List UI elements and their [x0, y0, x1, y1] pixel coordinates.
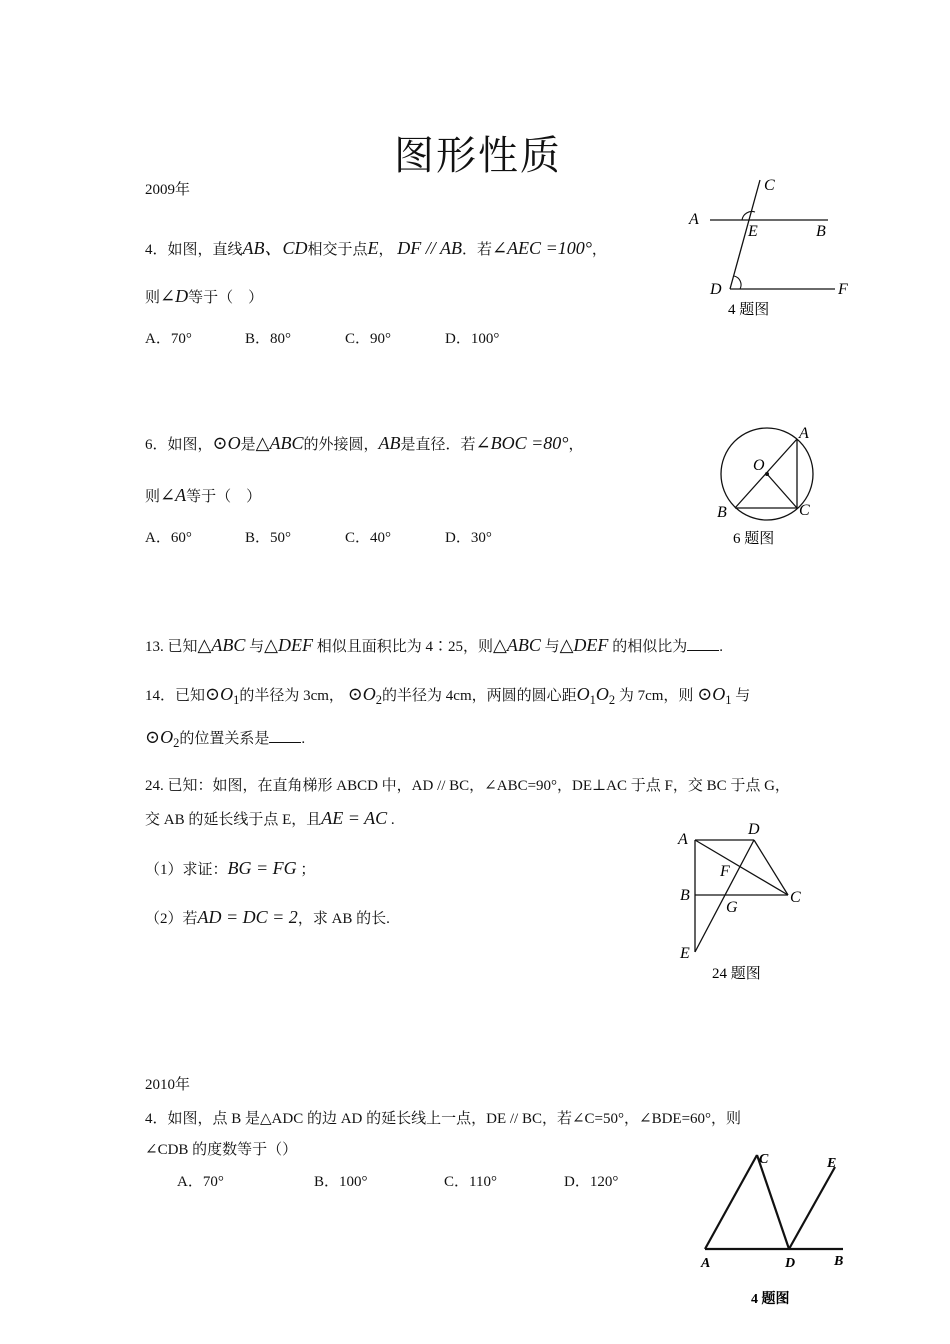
- fig2010-label-a: A: [701, 1256, 711, 1271]
- option-a: A．70°: [145, 331, 192, 347]
- figure-q4-2010: [695, 1145, 855, 1315]
- figure-q4-2009: [680, 172, 860, 322]
- fig24-label-f: F: [720, 863, 730, 880]
- fig4-label-a: A: [689, 211, 699, 228]
- question-6-2009-options: [145, 526, 545, 547]
- option-c: C．110°: [444, 1174, 497, 1190]
- option-a: A．70°: [177, 1174, 224, 1190]
- option-b: B．50°: [245, 530, 292, 546]
- fig2010-label-e: E: [827, 1156, 837, 1171]
- fig4-label-c: C: [764, 177, 775, 194]
- year-2009-heading: 2009年: [145, 182, 191, 198]
- fig4-label-e: E: [748, 223, 758, 240]
- fig6-label-a: A: [799, 425, 809, 442]
- fig24-caption: 24 题图: [712, 966, 761, 982]
- year-2010-heading: 2010年: [145, 1077, 191, 1093]
- fig2010-label-c: C: [759, 1152, 769, 1167]
- question-13-2009: 13. 已知△ABC 与△DEF 相似且面积比为 4∶25，则△ABC 与△DEF 的相似比为 .: [145, 635, 723, 655]
- answer-blank: [269, 728, 301, 743]
- fig24-label-b: B: [680, 887, 690, 904]
- fig6-label-o: O: [753, 457, 765, 474]
- figure-q6-2009: [705, 420, 835, 555]
- fig2010-label-b: B: [834, 1254, 844, 1269]
- question-4-2009-line2: 则∠D等于（ ）: [145, 286, 264, 306]
- option-b: B．100°: [314, 1174, 368, 1190]
- option-c: C．40°: [345, 530, 392, 546]
- fig24-label-a: A: [678, 831, 688, 848]
- option-d: D．30°: [445, 530, 492, 546]
- option-b: B．80°: [245, 331, 292, 347]
- option-d: D．120°: [564, 1174, 619, 1190]
- question-24-2009-line2: 交 AB 的延长线于点 E，且AE = AC .: [145, 808, 395, 828]
- answer-blank: [687, 636, 719, 651]
- page-title: 图形性质: [394, 133, 562, 178]
- question-4-2010-options: [177, 1170, 694, 1191]
- question-4-2009-line1: 4．如图，直线AB、CD相交于点E， DF // AB．若∠AEC =100°，: [145, 238, 607, 258]
- question-4-2010-line2: ∠CDB 的度数等于（）: [145, 1142, 298, 1158]
- fig4-label-d: D: [710, 281, 722, 298]
- fig24-label-g: G: [726, 899, 738, 916]
- option-d: D．100°: [445, 331, 500, 347]
- fig6-caption: 6 题图: [733, 531, 775, 547]
- question-24-2009-part2: （2）若AD = DC = 2，求 AB 的长.: [145, 907, 390, 927]
- question-6-2009-line1: 6．如图，⊙O是△ABC的外接圆，AB是直径．若∠BOC =80°，: [145, 433, 584, 453]
- question-24-2009-part1: （1）求证：BG = FG ；: [145, 858, 316, 878]
- fig2010-label-d: D: [785, 1256, 796, 1271]
- option-c: C．90°: [345, 331, 392, 347]
- question-4-2009-options: [145, 327, 545, 348]
- option-a: A．60°: [145, 530, 192, 546]
- fig24-label-c: C: [790, 889, 801, 906]
- question-14-2009-line1: 14．已知$⊙O_1$的半径为 3cm， $⊙O_2$的半径为 4cm，两圆的圆心距$O_1O_2$ 为 7cm，则 $⊙O_1$ 与: [145, 684, 751, 707]
- fig6-label-c: C: [799, 502, 810, 519]
- fig24-label-d: D: [748, 821, 760, 838]
- fig4-label-b: B: [816, 223, 826, 240]
- fig4-caption: 4 题图: [728, 302, 770, 318]
- fig4-label-f: F: [838, 281, 848, 298]
- fig2010-caption: 4 题图: [751, 1292, 790, 1307]
- figure-q24-2009: [670, 818, 820, 988]
- question-24-2009-line1: 24. 已知：如图，在直角梯形 ABCD 中，AD // BC，∠ABC=90°，DE⊥AC 于点 F，交 BC 于点 G，: [145, 778, 790, 794]
- question-14-2009-line2: $⊙O_2$的位置关系是 .: [145, 727, 306, 750]
- fig24-label-e: E: [680, 945, 690, 962]
- fig6-label-b: B: [717, 504, 727, 521]
- question-6-2009-line2: 则∠A等于（ ）: [145, 485, 262, 505]
- question-4-2010-line1: 4．如图，点 B 是△ADC 的边 AD 的延长线上一点，DE // BC，若∠C=50°，∠BDE=60°，则: [145, 1111, 742, 1127]
